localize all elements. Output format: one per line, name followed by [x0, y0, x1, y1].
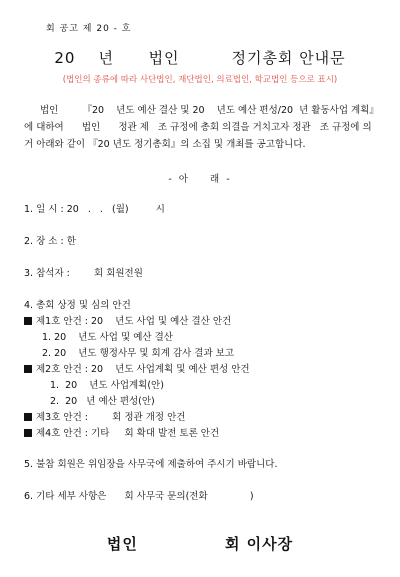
square-bullet-icon [24, 365, 32, 373]
item-date: 1. 일 시 : 20 . . (월) 시 [24, 204, 165, 215]
square-bullet-icon [24, 317, 32, 325]
agenda-subitem: 1. 20 년도 사업 및 예산 결산 [42, 332, 173, 343]
agenda-item-1-label: 제1호 안건 : 20 년도 사업 및 예산 결산 안건 [36, 316, 232, 327]
square-bullet-icon [24, 413, 32, 421]
intro-paragraph [24, 102, 380, 153]
item-attendees: 3. 참석자 : 회 회원전원 [24, 268, 143, 279]
item-agenda-title: 4. 총회 상정 및 심의 안건 [24, 300, 131, 311]
item-proxy: 5. 불참 회원은 위임장을 사무국에 제출하여 주시기 바랍니다. [24, 459, 278, 470]
subtitle-note: (법인의 종류에 따라 사단법인, 재단법인, 의료법인, 학교법인 등으로 표시) [62, 75, 338, 85]
intro-line: 거 아래와 같이 『20 년도 정기총회』의 소집 및 개최를 공고합니다. [24, 139, 306, 150]
agenda-item-3-label: 제3호 안건 : 회 정관 개정 안건 [36, 412, 186, 423]
agenda-item-4 [24, 425, 219, 439]
intro-line: 법인 『20 년도 예산 결산 및 20 년도 예산 편성/20 년 활동사업 계획』 [40, 105, 379, 116]
intro-line: 에 대하여 법인 정관 제 조 규정에 총회 의결을 거치고자 정관 조 규정에 의 [24, 122, 372, 133]
item-place: 2. 장 소 : 한 [24, 236, 76, 247]
page-title: 20 년 법인 정기총회 안내문 [54, 49, 346, 67]
agenda-subitem: 2. 20 년도 행정사무 및 회계 감사 결과 보고 [42, 348, 235, 359]
agenda-subitem: 2. 20 년 예산 편성(안) [50, 396, 155, 407]
agenda-item-1 [24, 313, 231, 327]
section-divider-label: - 아 래 - [168, 174, 232, 185]
item-other: 6. 기타 세부 사항은 회 사무국 문의(전화 ) [24, 491, 254, 502]
agenda-item-4-label: 제4호 안건 : 기타 회 확대 발전 토론 안건 [36, 428, 220, 439]
agenda-item-3 [24, 409, 185, 423]
notice-number: 회 공고 제 20 - 호 [46, 24, 132, 34]
agenda-subitem: 1. 20 년도 사업계획(안) [50, 380, 164, 391]
signature-line: 법인 회 이사장 [106, 535, 294, 553]
agenda-item-2-label: 제2호 안건 : 20 년도 사업계획 및 예산 편성 안건 [36, 364, 250, 375]
square-bullet-icon [24, 429, 32, 437]
agenda-item-2 [24, 361, 250, 375]
